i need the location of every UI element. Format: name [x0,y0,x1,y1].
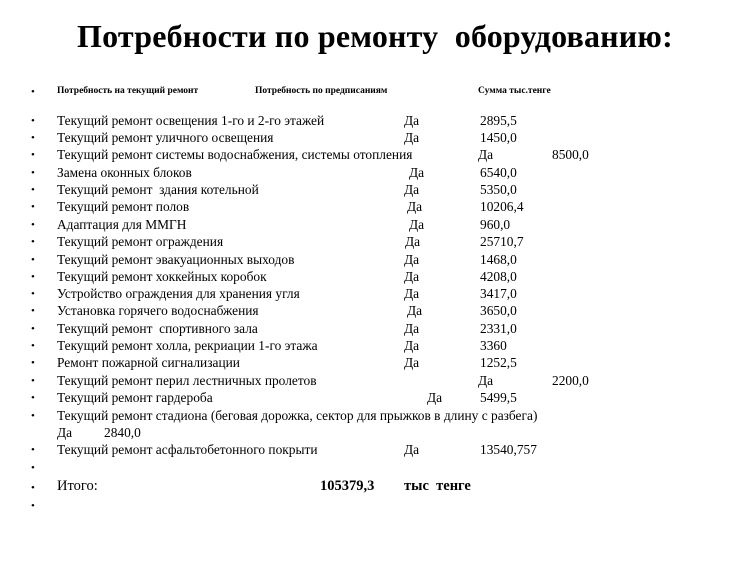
bullet-dot: • [31,167,35,179]
row-sum: 2895,5 [480,113,517,128]
row-name: Текущий ремонт системы водоснабжения, системы отопления [57,147,413,162]
row-name: Текущий ремонт эвакуационных выходов [57,252,295,267]
row-prescription: Да [57,425,73,440]
row-name: Текущий ремонт полов [57,199,190,214]
row-name: Текущий ремонт хоккейных коробок [57,269,267,284]
total-unit: тыс тенге [404,478,471,494]
row-sum: 3417,0 [480,286,517,301]
bullet-dot: • [31,323,35,335]
row-name: Текущий ремонт перил лестничных пролетов [57,373,317,388]
bullet-dot: • [31,462,35,474]
bullet-dot: • [31,357,35,369]
row-prescription: Да [404,321,420,336]
header-col-prescriptions: Потребность по предписаниям [255,86,388,96]
row-prescription: Да [409,165,425,180]
bullet-dot: • [31,444,35,456]
row-sum: 5350,0 [480,182,517,197]
bullet-dot: • [31,271,35,283]
bullet-dot: • [31,305,35,317]
row-name: Устройство ограждения для хранения угля [57,286,300,301]
row-sum: 960,0 [480,217,511,232]
row-prescription: Да [404,252,420,267]
row-sum: 6540,0 [480,165,517,180]
row-prescription: Да [404,182,420,197]
bullet-dot: • [31,340,35,352]
row-sum: 10206,4 [480,199,524,214]
row-prescription: Да [478,147,494,162]
row-sum: 1252,5 [480,355,517,370]
row-sum: 25710,7 [480,234,524,249]
row-prescription: Да [404,269,420,284]
row-sum: 13540,757 [480,442,537,457]
row-name: Ремонт пожарной сигнализации [57,355,240,370]
row-prescription: Да [404,113,420,128]
row-sum: 3360 [480,338,507,353]
bullet-dot: • [31,375,35,387]
bullet-dot: • [31,219,35,231]
row-prescription: Да [404,286,420,301]
row-name: Текущий ремонт асфальтобетонного покрыти [57,442,318,457]
row-prescription: Да [407,199,423,214]
row-prescription: Да [427,390,443,405]
page-title: Потребности по ремонту оборудованию: [77,18,673,54]
row-sum: 8500,0 [552,147,589,162]
total-value: 105379,3 [320,478,375,494]
total-label: Итого: [57,478,98,494]
row-name: Текущий ремонт стадиона (беговая дорожка, сектор для прыжков в длину с разбега) [57,408,538,423]
row-sum: 2331,0 [480,321,517,336]
row-name: Текущий ремонт уличного освещения [57,130,274,145]
row-sum: 1468,0 [480,252,517,267]
row-name: Текущий ремонт ограждения [57,234,224,249]
bullet-dot: • [31,392,35,404]
row-name: Текущий ремонт гардероба [57,390,213,405]
bullet-dot: • [31,184,35,196]
row-name: Замена оконных блоков [57,165,192,180]
bullet-dot: • [31,482,35,494]
row-sum: 2200,0 [552,373,589,388]
row-prescription: Да [404,338,420,353]
bullet-dot: • [31,149,35,161]
bullet-dot: • [31,132,35,144]
row-name: Адаптация для ММГН [57,217,187,232]
row-name: Текущий ремонт здания котельной [57,182,259,197]
row-sum: 2840,0 [104,425,141,440]
bullet-dot: • [31,254,35,266]
row-prescription: Да [404,130,420,145]
row-sum: 5499,5 [480,390,517,405]
row-sum: 3650,0 [480,303,517,318]
row-prescription: Да [405,234,421,249]
row-prescription: Да [404,355,420,370]
bullet-dot: • [31,500,35,512]
bullet-dot: • [31,236,35,248]
row-name: Установка горячего водоснабжения [57,303,259,318]
bullet-dot: • [31,86,35,98]
header-col-current-repair: Потребность на текущий ремонт [57,86,199,96]
bullet-dot: • [31,410,35,422]
row-sum: 4208,0 [480,269,517,284]
row-prescription: Да [409,217,425,232]
row-name: Текущий ремонт освещения 1-го и 2-го этажей [57,113,325,128]
row-prescription: Да [404,442,420,457]
row-prescription: Да [407,303,423,318]
row-sum: 1450,0 [480,130,517,145]
bullet-dot: • [31,288,35,300]
row-prescription: Да [478,373,494,388]
bullet-dot: • [31,201,35,213]
header-col-sum: Сумма тыс.тенге [478,86,551,96]
bullet-dot: • [31,115,35,127]
row-name: Текущий ремонт спортивного зала [57,321,258,336]
row-name: Текущий ремонт холла, рекриации 1-го этажа [57,338,318,353]
